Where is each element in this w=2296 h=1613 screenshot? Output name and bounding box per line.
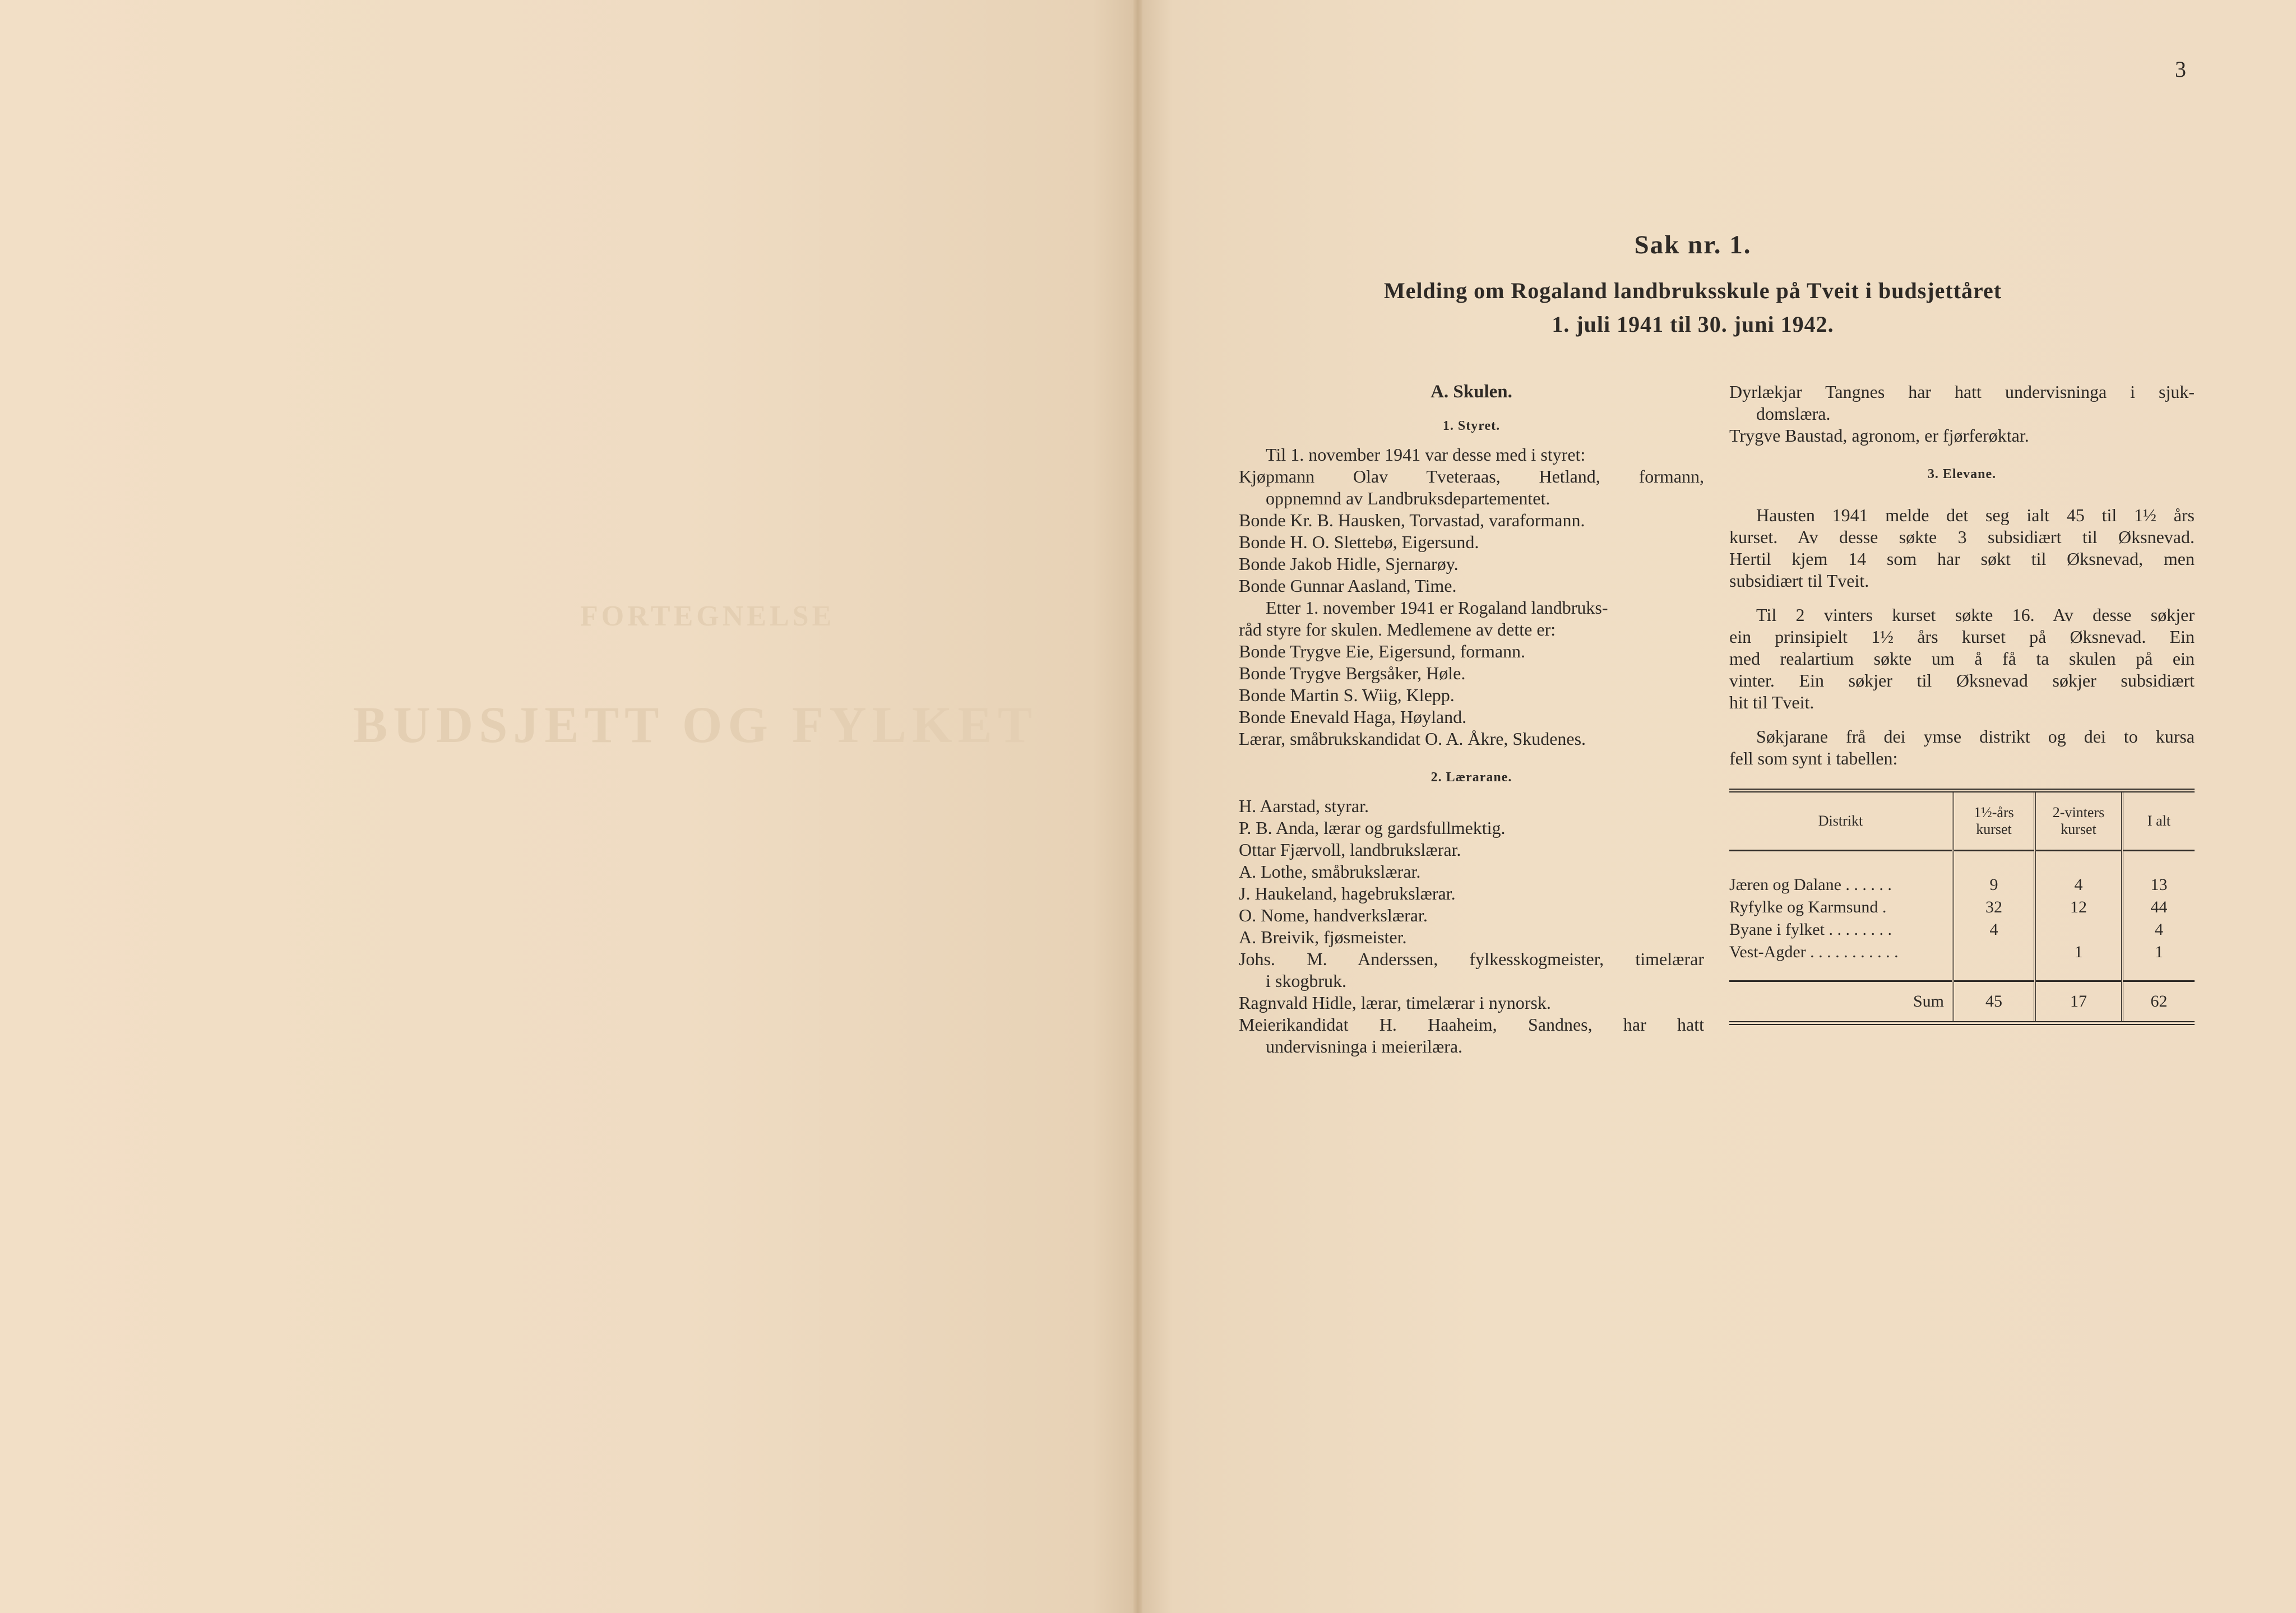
subsection-heading: 3. Elevane. [1927,467,1997,481]
text-line: Bonde Martin S. Wiig, Klepp. [1239,685,1455,705]
table-cell-c2: 4 [2035,851,2122,897]
table-cell-district: Ryfylke og Karmsund . [1729,898,1887,916]
table-cell-district: Byane i fylket . . . . . . . . [1729,920,1892,939]
text-line: H. Aarstad, styrar. [1239,796,1369,816]
text-line: råd styre for skulen. Medlemene av dette er: [1239,619,1556,639]
text-line: undervisninga i meierilæra. [1266,1036,1463,1056]
text-line: Kjøpmann Olav Tveteraas, Hetland, formann, [1239,466,1704,486]
text-line: domslæra. [1756,404,1831,424]
board-list [1239,444,1704,750]
book-gutter [1133,0,1142,1613]
table-cell-c2: 1 [2035,941,2122,981]
text-line: Johs. M. Anderssen, fylkesskogmeister, timelærar [1239,949,1704,969]
text-line: O. Nome, handverkslærar. [1239,905,1428,925]
show-through-text: BUDSJETT OG FYLKET [353,696,1038,753]
header-district: Distrikt [1729,791,1953,851]
page-number: 3 [2175,57,2186,82]
table-header-row [1729,791,2195,851]
text-line: Bonde Enevald Haga, Høyland. [1239,707,1467,727]
show-through-text: FORTEGNELSE [580,600,835,632]
text-line: Søkjarane frå dei ymse distrikt og dei to kursa [1756,726,2195,747]
text-line: Til 1. november 1941 var desse med i styret: [1266,444,1586,465]
table-cell-c2 [2035,919,2122,941]
teachers-list [1239,795,1704,1058]
sum-cell-c1: 45 [1953,981,2035,1023]
text-line: Trygve Baustad, agronom, er fjørferøktar. [1729,425,2029,446]
header-col1: 1½-års kurset [1953,791,2035,851]
paragraph [1729,726,2195,770]
applicants-table-wrapper [1729,789,2195,1025]
sum-cell-c2: 17 [2035,981,2122,1023]
table-cell-district: Jæren og Dalane . . . . . . [1729,875,1892,894]
text-line: kurset. Av desse søkte 3 subsidiært til Øksnevad. [1729,527,2195,547]
table-cell-total: 4 [2122,919,2195,941]
report-title: Melding om Rogaland landbruksskule på Tveit i budsjettåret [1383,278,2002,303]
table-cell-c1: 32 [1953,896,2035,919]
table-cell-district: Vest-Agder . . . . . . . . . . . [1729,943,1899,961]
text-line: Bonde H. O. Slettebø, Eigersund. [1239,532,1479,552]
intro-paragraph [1729,381,2195,447]
table-cell-total: 44 [2122,896,2195,919]
case-title: Sak nr. 1. [1634,230,1752,259]
table-cell-total: 13 [2122,851,2195,897]
text-line: Hausten 1941 melde det seg ialt 45 til 1½ års [1756,505,2195,525]
table-sum-row [1729,981,2195,1023]
text-line: Bonde Kr. B. Hausken, Torvastad, varaformann. [1239,510,1585,530]
text-line: Ottar Fjærvoll, landbrukslærar. [1239,840,1461,860]
table-cell-c2: 12 [2035,896,2122,919]
table-cell-c1 [1953,941,2035,981]
table-row [1729,851,2195,897]
header-total: I alt [2122,791,2195,851]
report-period: 1. juli 1941 til 30. juni 1942. [1552,312,1834,337]
right-text-column [1729,381,2195,1025]
header-col2: 2-vinters kurset [2035,791,2122,851]
left-text-column [1239,381,1704,1058]
text-line: A. Lothe, småbrukslærar. [1239,861,1421,882]
left-page [0,0,1138,1613]
text-line: ein prinsipielt 1½ års kurset på Øksnevad. Ein [1729,627,2195,647]
paragraph [1729,504,2195,592]
table-row [1729,941,2195,981]
text-line: med realartium søkte um å få ta skulen på ein [1729,648,2195,669]
text-line: hit til Tveit. [1729,692,1814,712]
text-line: P. B. Anda, lærar og gardsfullmektig. [1239,818,1506,838]
text-line: Hertil kjem 14 som har søkt til Øksnevad, men [1729,549,2195,569]
text-line: subsidiært til Tveit. [1729,571,1869,591]
text-line: Til 2 vinters kurset søkte 16. Av desse søkjer [1756,605,2195,625]
text-line: i skogbruk. [1266,971,1346,991]
text-line: J. Haukeland, hagebrukslærar. [1239,883,1456,903]
table-row [1729,919,2195,941]
table-cell-c1: 4 [1953,919,2035,941]
table-cell-total: 1 [2122,941,2195,981]
text-line: Lærar, småbrukskandidat O. A. Åkre, Skudenes. [1239,729,1586,749]
text-line: Bonde Gunnar Aasland, Time. [1239,576,1457,596]
subsection-heading: 2. Lærarane. [1431,770,1512,785]
text-line: fell som synt i tabellen: [1729,748,1898,768]
sum-cell-label: Sum [1729,981,1953,1023]
text-line: Dyrlækjar Tangnes har hatt undervisninga i sjuk- [1729,382,2195,402]
text-line: oppnemnd av Landbruksdepartementet. [1266,488,1550,508]
text-line: Bonde Trygve Eie, Eigersund, formann. [1239,641,1526,661]
text-line: Bonde Trygve Bergsåker, Høle. [1239,663,1466,683]
text-line: Meierikandidat H. Haaheim, Sandnes, har hatt [1239,1014,1704,1035]
section-heading: A. Skulen. [1431,382,1512,402]
table-row [1729,896,2195,919]
text-line: Etter 1. november 1941 er Rogaland landbruks- [1266,597,1608,618]
text-line: vinter. Ein søkjer til Øksnevad søkjer subsidiært [1729,670,2195,690]
subsection-heading: 1. Styret. [1442,419,1501,433]
text-line: Bonde Jakob Hidle, Sjernarøy. [1239,554,1459,574]
text-line: Ragnvald Hidle, lærar, timelærar i nynorsk. [1239,993,1551,1013]
paragraph [1729,604,2195,713]
table-cell-c1: 9 [1953,851,2035,897]
applicants-table [1729,789,2195,1025]
sum-cell-total: 62 [2122,981,2195,1023]
text-line: A. Breivik, fjøsmeister. [1239,927,1407,947]
